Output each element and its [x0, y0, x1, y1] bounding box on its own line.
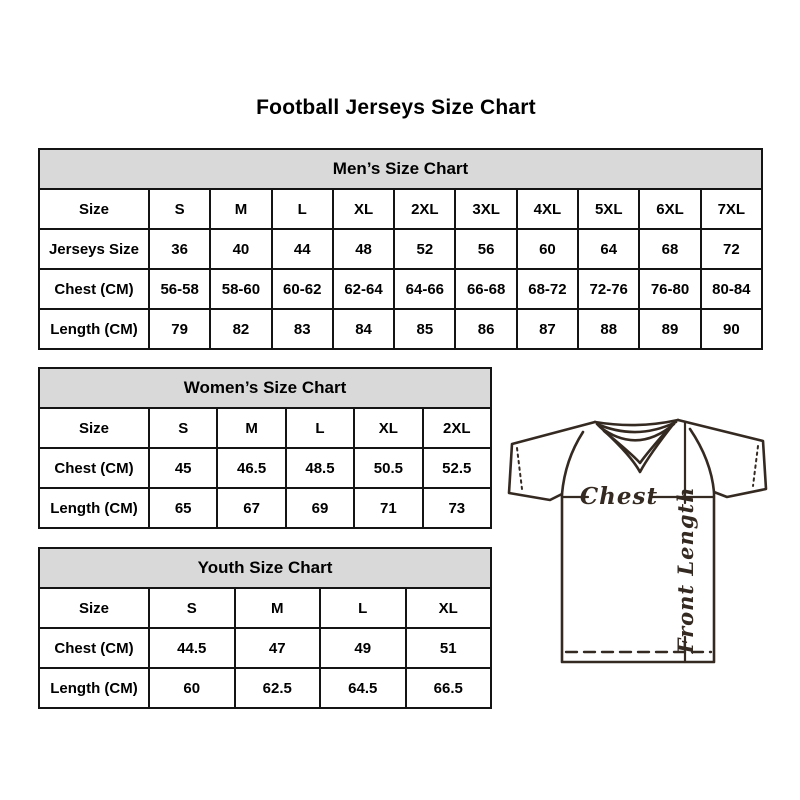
value-cell: 64.5	[320, 668, 406, 708]
value-cell: 46.5	[217, 448, 285, 488]
womens-size-chart-table	[38, 367, 492, 529]
value-cell: 90	[701, 309, 762, 349]
value-cell: 64-66	[394, 269, 455, 309]
value-cell: 45	[149, 448, 217, 488]
table-title-row	[39, 548, 491, 588]
value-cell: 68	[639, 229, 700, 269]
table-row	[39, 229, 762, 269]
value-cell: 60-62	[272, 269, 333, 309]
value-cell: 73	[423, 488, 491, 528]
value-cell: S	[149, 408, 217, 448]
value-cell: 82	[210, 309, 271, 349]
front-length-label: Front Length	[673, 486, 698, 654]
value-cell: 76-80	[639, 269, 700, 309]
value-cell: 60	[517, 229, 578, 269]
page-title: Football Jerseys Size Chart	[256, 96, 536, 119]
collar-back-top	[595, 420, 678, 425]
value-cell: 2XL	[423, 408, 491, 448]
value-cell: 84	[333, 309, 394, 349]
value-cell: S	[149, 588, 235, 628]
value-cell: M	[235, 588, 321, 628]
left-cuff-stitch-line	[517, 448, 522, 489]
value-cell: 62-64	[333, 269, 394, 309]
row-label-cell: Chest (CM)	[39, 269, 149, 309]
value-cell: 69	[286, 488, 354, 528]
value-cell: M	[210, 189, 271, 229]
value-cell: 89	[639, 309, 700, 349]
value-cell: 2XL	[394, 189, 455, 229]
table-title: Women’s Size Chart	[39, 368, 491, 408]
value-cell: XL	[406, 588, 492, 628]
value-cell: 58-60	[210, 269, 271, 309]
jersey-measurement-diagram	[503, 413, 771, 667]
table-title: Youth Size Chart	[39, 548, 491, 588]
table-row	[39, 448, 491, 488]
table-title-row	[39, 368, 491, 408]
value-cell: S	[149, 189, 210, 229]
row-label-cell: Jerseys Size	[39, 229, 149, 269]
row-label-cell: Length (CM)	[39, 309, 149, 349]
row-label-cell: Size	[39, 588, 149, 628]
value-cell: 3XL	[455, 189, 516, 229]
value-cell: 86	[455, 309, 516, 349]
row-label-cell: Chest (CM)	[39, 448, 149, 488]
jersey-outline	[509, 420, 766, 662]
right-armhole-seam	[690, 429, 714, 492]
row-label-cell: Size	[39, 408, 149, 448]
table-row	[39, 189, 762, 229]
value-cell: 72	[701, 229, 762, 269]
value-cell: 49	[320, 628, 406, 668]
value-cell: 65	[149, 488, 217, 528]
value-cell: 62.5	[235, 668, 321, 708]
value-cell: 80-84	[701, 269, 762, 309]
jersey-diagram-svg	[503, 413, 771, 667]
value-cell: 72-76	[578, 269, 639, 309]
value-cell: 44.5	[149, 628, 235, 668]
table-row	[39, 408, 491, 448]
table-title: Men’s Size Chart	[39, 149, 762, 189]
value-cell: 52	[394, 229, 455, 269]
value-cell: 85	[394, 309, 455, 349]
value-cell: M	[217, 408, 285, 448]
value-cell: XL	[354, 408, 422, 448]
value-cell: 60	[149, 668, 235, 708]
table-row	[39, 668, 491, 708]
value-cell: L	[286, 408, 354, 448]
value-cell: 66.5	[406, 668, 492, 708]
table-row	[39, 309, 762, 349]
mens-size-chart-table	[38, 148, 763, 350]
value-cell: 67	[217, 488, 285, 528]
value-cell: XL	[333, 189, 394, 229]
table-row	[39, 269, 762, 309]
youth-size-chart-table	[38, 547, 492, 709]
table-title-row	[39, 149, 762, 189]
value-cell: L	[320, 588, 406, 628]
value-cell: 88	[578, 309, 639, 349]
value-cell: 64	[578, 229, 639, 269]
value-cell: 4XL	[517, 189, 578, 229]
value-cell: 7XL	[701, 189, 762, 229]
row-label-cell: Length (CM)	[39, 488, 149, 528]
row-label-cell: Chest (CM)	[39, 628, 149, 668]
right-cuff-stitch-line	[753, 446, 758, 486]
value-cell: 6XL	[639, 189, 700, 229]
chest-label: Chest	[579, 483, 659, 510]
value-cell: 52.5	[423, 448, 491, 488]
value-cell: 48.5	[286, 448, 354, 488]
value-cell: L	[272, 189, 333, 229]
value-cell: 48	[333, 229, 394, 269]
value-cell: 51	[406, 628, 492, 668]
value-cell: 66-68	[455, 269, 516, 309]
table-row	[39, 588, 491, 628]
value-cell: 47	[235, 628, 321, 668]
row-label-cell: Size	[39, 189, 149, 229]
value-cell: 87	[517, 309, 578, 349]
row-label-cell: Length (CM)	[39, 668, 149, 708]
value-cell: 5XL	[578, 189, 639, 229]
table-row	[39, 488, 491, 528]
table-row	[39, 628, 491, 668]
value-cell: 56	[455, 229, 516, 269]
value-cell: 68-72	[517, 269, 578, 309]
value-cell: 71	[354, 488, 422, 528]
value-cell: 40	[210, 229, 271, 269]
value-cell: 36	[149, 229, 210, 269]
value-cell: 83	[272, 309, 333, 349]
value-cell: 50.5	[354, 448, 422, 488]
value-cell: 56-58	[149, 269, 210, 309]
value-cell: 79	[149, 309, 210, 349]
value-cell: 44	[272, 229, 333, 269]
